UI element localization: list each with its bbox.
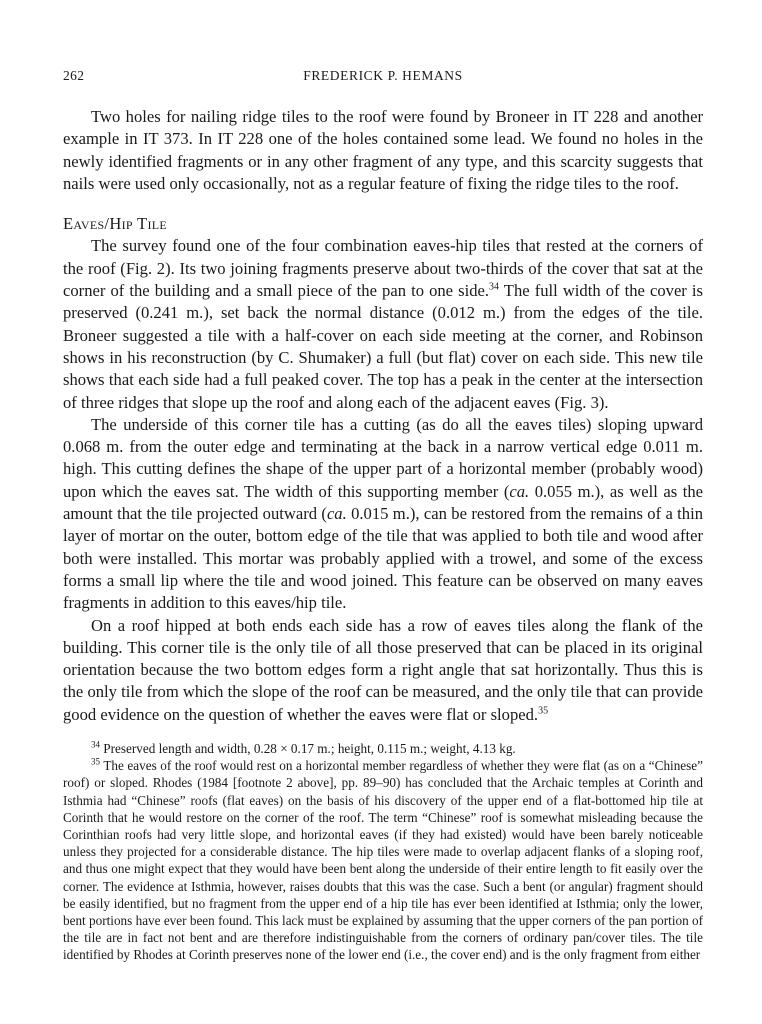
footnote <box>63 757 703 963</box>
footnote <box>63 740 703 757</box>
paragraph-hipped-roof: On a roof hipped at both ends each side has a row of eaves tiles along the flank of the building. This corner tile is the only tile of all those preserved that can be placed in its original orientation because the two bottom edges form a right angle that sat horizontally. Thus this is the only tile from which the slope of the roof can be measured, and the only tile that can provide good evidence on the question of whether the eaves were flat or sloped.$^{35}$ <box>63 615 703 724</box>
paragraph-nailing-holes: Two holes for nailing ridge tiles to the roof were found by Broneer in IT 228 and another example in IT 373. In IT 228 one of the holes contained some lead. We found no holes in the newly identified fragments or in any other fragment of any type, and this scarcity suggests that nails were used only occasionally, not as a regular feature of fixing the ridge tiles to the roof. <box>63 107 703 193</box>
paragraph-eaves-hip-tile: The survey found one of the four combination eaves-hip tiles that rested at the corners of the roof (Fig. 2). Its two joining fragments preserve about two-thirds of the cover that sat at the corner of the building and a small piece of the pan to one side.$^{34}$ The full width of the cover is preserved (0.241 m.), set back the normal distance (0.012 m.) from the edges of the tile. Broneer suggested a tile with a half-cover on each side meeting at the corner, and Robinson shows in his reconstruction (by C. Shumaker) a full (but flat) cover on each side. This new tile shows that each side had a full peaked cover. The top has a peak in the center at the intersection of three ridges that slope up the roof and along each of the adjacent eaves (Fig. 3). <box>63 236 703 412</box>
footnote-text: Preserved length and width, 0.28 × 0.17 m.; height, 0.115 m.; weight, 4.13 kg. <box>103 741 516 757</box>
page <box>63 68 703 964</box>
page-number: 262 <box>63 68 85 83</box>
footnote-text: The eaves of the roof would rest on a horizontal member regardless of whether they were flat (as on a “Chinese” roof) or sloped. Rhodes (1984 [footnote 2 above], pp. 89–90) has concluded that the Archaic temples at Corinth and Isthmia had “Chinese” roofs (flat eaves) on the basis of his discovery of the upper end of a flat-bottomed hip tile at Corinth that he would restore on the corner of the roof. The term “Chinese” roof is somewhat misleading because the Corinthian roofs had very little slope, and horizontal eaves (if they had existed) would have been barely noticeable unless they projected for a considerable distance. The hip tiles were made to overlap adjacent flanks of a sloping roof, and thus one might expect that they would have been bent along the underside of their entire length to fit easily over the corner. The evidence at Isthmia, however, raises doubts that this was the case. Such a bent (or angular) fragment should be easily identified, but no fragment from the upper end of a hip tile has ever been identified at Isthmia; only the lower, bent portions have ever been found. This lack must be explained by assuming that the upper corners of the pan portion of the tile are in fact not bent and are therefore indistinguishable from the corners of ordinary pan/cover tiles. The tile identified by Rhodes at Corinth preserves none of the lower end (i.e., the cover end) and is the only fragment from either <box>63 758 703 963</box>
section-title: Eaves/Hip Tile <box>63 214 168 234</box>
footnote-number: 34 <box>91 739 100 750</box>
running-head-author: FREDERICK P. HEMANS <box>303 68 463 83</box>
running-head <box>63 68 703 90</box>
footnotes <box>63 740 703 964</box>
footnote-number: 35 <box>91 756 100 767</box>
paragraph-underside-cutting: The underside of this corner tile has a cutting (as do all the eaves tiles) sloping upward 0.068 m. from the outer edge and terminating at the back in a narrow vertical edge 0.011 m. high. This cutting defines the shape of the upper part of a horizontal member (probably wood) upon which the eaves sat. The width of this supporting member (ca. 0.055 m.), as well as the amount that the tile projected outward (ca. 0.015 m.), can be restored from the remains of a thin layer of mortar on the outer, bottom edge of the tile that was applied to both tile and wood after both were installed. This mortar was probably applied with a trowel, and some of the excess forms a small lip where the tile and wood joined. This feature can be observed on many eaves fragments in addition to this eaves/hip tile. <box>63 414 703 613</box>
body-text <box>63 106 703 726</box>
footnote-reference-35[interactable]: 35 <box>538 705 549 717</box>
footnote-reference-34[interactable]: 34 <box>489 281 500 293</box>
